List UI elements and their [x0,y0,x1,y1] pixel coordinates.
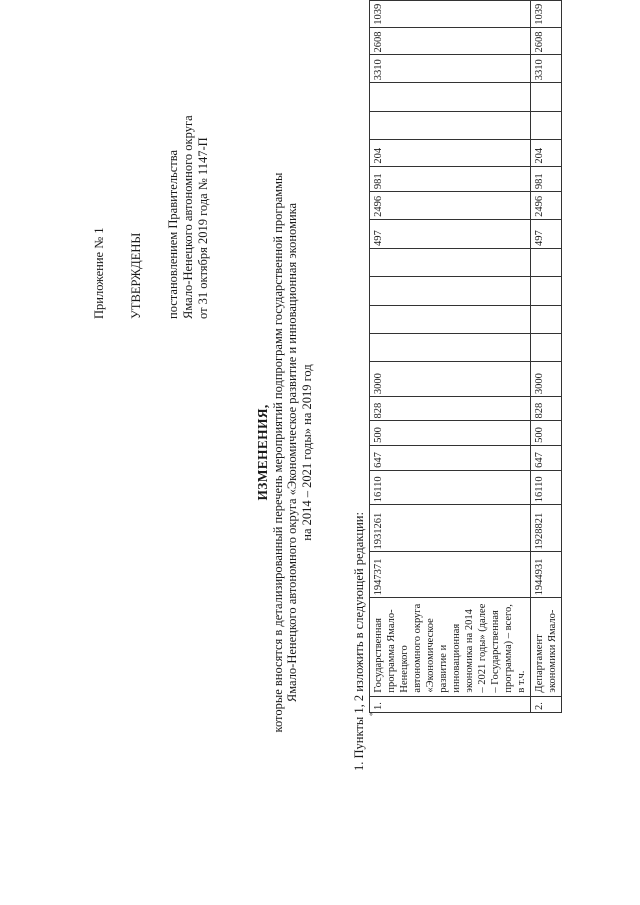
table-row [531,1,562,713]
value-cell: 1039 [531,1,562,28]
item-instruction: 1. Пункты 1, 2 изложить в следующей редакции: [352,512,366,771]
approval-line-3: от 31 октября 2019 года № 1147-П [196,137,210,319]
value-cell: 828 [531,397,562,421]
approval-line-2: Ямало-Ненецкого автономного округа [181,115,195,319]
title-heading: ИЗМЕНЕНИЯ, [255,404,270,501]
value-cell [531,111,562,139]
value-cell: 981 [370,166,531,192]
value-cell: 3000 [370,362,531,397]
value-cell: 1039 [370,1,531,28]
row-number: 1. [370,696,531,712]
table-row [370,1,531,713]
program-table [369,0,562,713]
row-number: 2. [531,696,562,712]
title-line-1: которые вносятся в детализированный перечень мероприятий подпрограмм государственной программы [270,172,285,733]
value-cell [370,111,531,139]
value-cell: 16110 [531,470,562,504]
approval-line-1: постановлением Правительства [166,149,180,319]
value-cell: 3310 [370,55,531,83]
value-cell: 16110 [370,470,531,504]
value-cell: 2608 [531,27,562,55]
value-cell: 204 [370,139,531,166]
value-cell: 981 [531,166,562,192]
value-cell: 500 [370,421,531,445]
approval-header [92,115,211,319]
value-cell [531,334,562,362]
value-cell: 497 [531,219,562,248]
title-line-3: на 2014 – 2021 годы» на 2019 год [299,364,314,541]
value-cell [370,83,531,111]
title-line-2: Ямало-Ненецкого автономного округа «Экономическое развитие и инновационная экономика [285,202,299,703]
value-cell [531,83,562,111]
value-cell: 497 [370,219,531,248]
value-cell [370,305,531,333]
value-cell: 2608 [370,27,531,55]
value-cell: 647 [531,445,562,470]
value-cell: 1931261 [370,505,531,552]
appendix-label: Приложение № 1 [92,227,106,319]
value-cell: 2496 [370,192,531,220]
value-cell: 2496 [531,192,562,220]
value-cell: 828 [370,397,531,421]
approved-label: УТВЕРЖДЕНЫ [129,232,143,319]
value-cell: 647 [370,445,531,470]
value-cell: 1944931 [531,552,562,598]
value-cell [370,277,531,305]
value-cell [531,277,562,305]
row-name: Государственная программа Ямало-Ненецкого автономного округа «Экономическое развитие и инновационная экономика на 2014 – 2021 годы» (далее – Государственная программа) – всего, в т.ч. [370,598,531,696]
value-cell: 3000 [531,362,562,397]
value-cell: 500 [531,421,562,445]
value-cell [531,305,562,333]
row-name: Департамент экономики Ямало- [531,598,562,696]
value-cell: 1928821 [531,505,562,552]
value-cell: 1947371 [370,552,531,598]
value-cell [531,248,562,276]
document-title [256,0,314,905]
value-cell: 3310 [531,55,562,83]
value-cell [370,248,531,276]
quote-mark: « [367,712,375,716]
value-cell: 204 [531,139,562,166]
value-cell [370,334,531,362]
